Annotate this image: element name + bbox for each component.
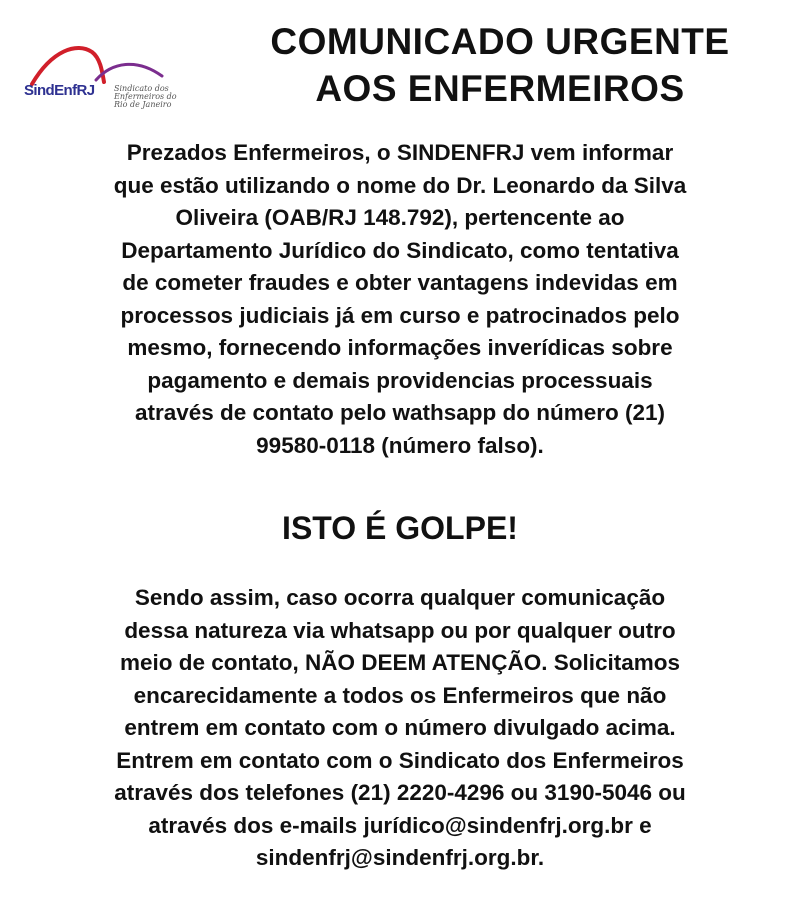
closing-line: entrem em contato com o número divulgado acima. — [124, 715, 676, 740]
closing-line: Entrem em contato com o Sindicato dos Enfermeiros — [116, 747, 684, 773]
intro-line: através de contato pelo wathsapp do número (21) — [134, 400, 666, 425]
title-line: COMUNICADO URGENTE — [270, 21, 730, 62]
intro-line: Prezados Enfermeiros, o SINDENFRJ vem informar — [126, 140, 674, 165]
intro-line: 99580-0118 (número falso). — [256, 432, 544, 458]
closing-line: encarecidamente a todos os Enfermeiros que não — [133, 682, 667, 708]
page-title — [200, 18, 800, 112]
closing-line: Sendo assim, caso ocorra qualquer comunicação — [134, 585, 666, 610]
title-line: AOS ENFERMEIROS — [315, 68, 685, 109]
logo-subtitle — [114, 85, 194, 109]
closing-line: através dos telefones (21) 2220-4296 ou 3190-5046 ou — [114, 780, 686, 805]
intro-line: pagamento e demais providencias processuais — [147, 367, 653, 393]
logo-subtitle-line: Rio de Janeiro — [114, 100, 172, 109]
closing-line: dessa natureza via whatsapp ou por qualquer outro — [124, 617, 676, 643]
intro-line: Oliveira (OAB/RJ 148.792), pertencente ao — [175, 205, 625, 230]
intro-paragraph — [0, 137, 800, 462]
logo-wordmark: SindEnfRJ — [24, 82, 95, 99]
sindenfrj-logo — [22, 40, 187, 110]
scam-alert-heading: ISTO É GOLPE! — [282, 510, 518, 546]
closing-line: sindenfrj@sindenfrj.org.br. — [255, 845, 545, 870]
logo-subtitle-line: Sindicato dos — [114, 84, 169, 93]
intro-line: de cometer fraudes e obter vantagens indevidas em — [122, 270, 678, 295]
intro-line: que estão utilizando o nome do Dr. Leonardo da Silva — [113, 172, 687, 198]
intro-line: Departamento Jurídico do Sindicato, como tentativa — [121, 237, 679, 263]
closing-paragraph — [0, 582, 800, 875]
logo-subtitle-line: Enfermeiros do — [114, 92, 177, 101]
closing-line: através dos e-mails jurídico@sindenfrj.org.br e — [148, 812, 652, 838]
closing-line: meio de contato, NÃO DEEM ATENÇÃO. Solicitamos — [119, 650, 681, 675]
intro-line: mesmo, fornecendo informações inverídicas sobre — [127, 335, 673, 360]
intro-line: processos judiciais já em curso e patrocinados pelo — [120, 302, 680, 328]
